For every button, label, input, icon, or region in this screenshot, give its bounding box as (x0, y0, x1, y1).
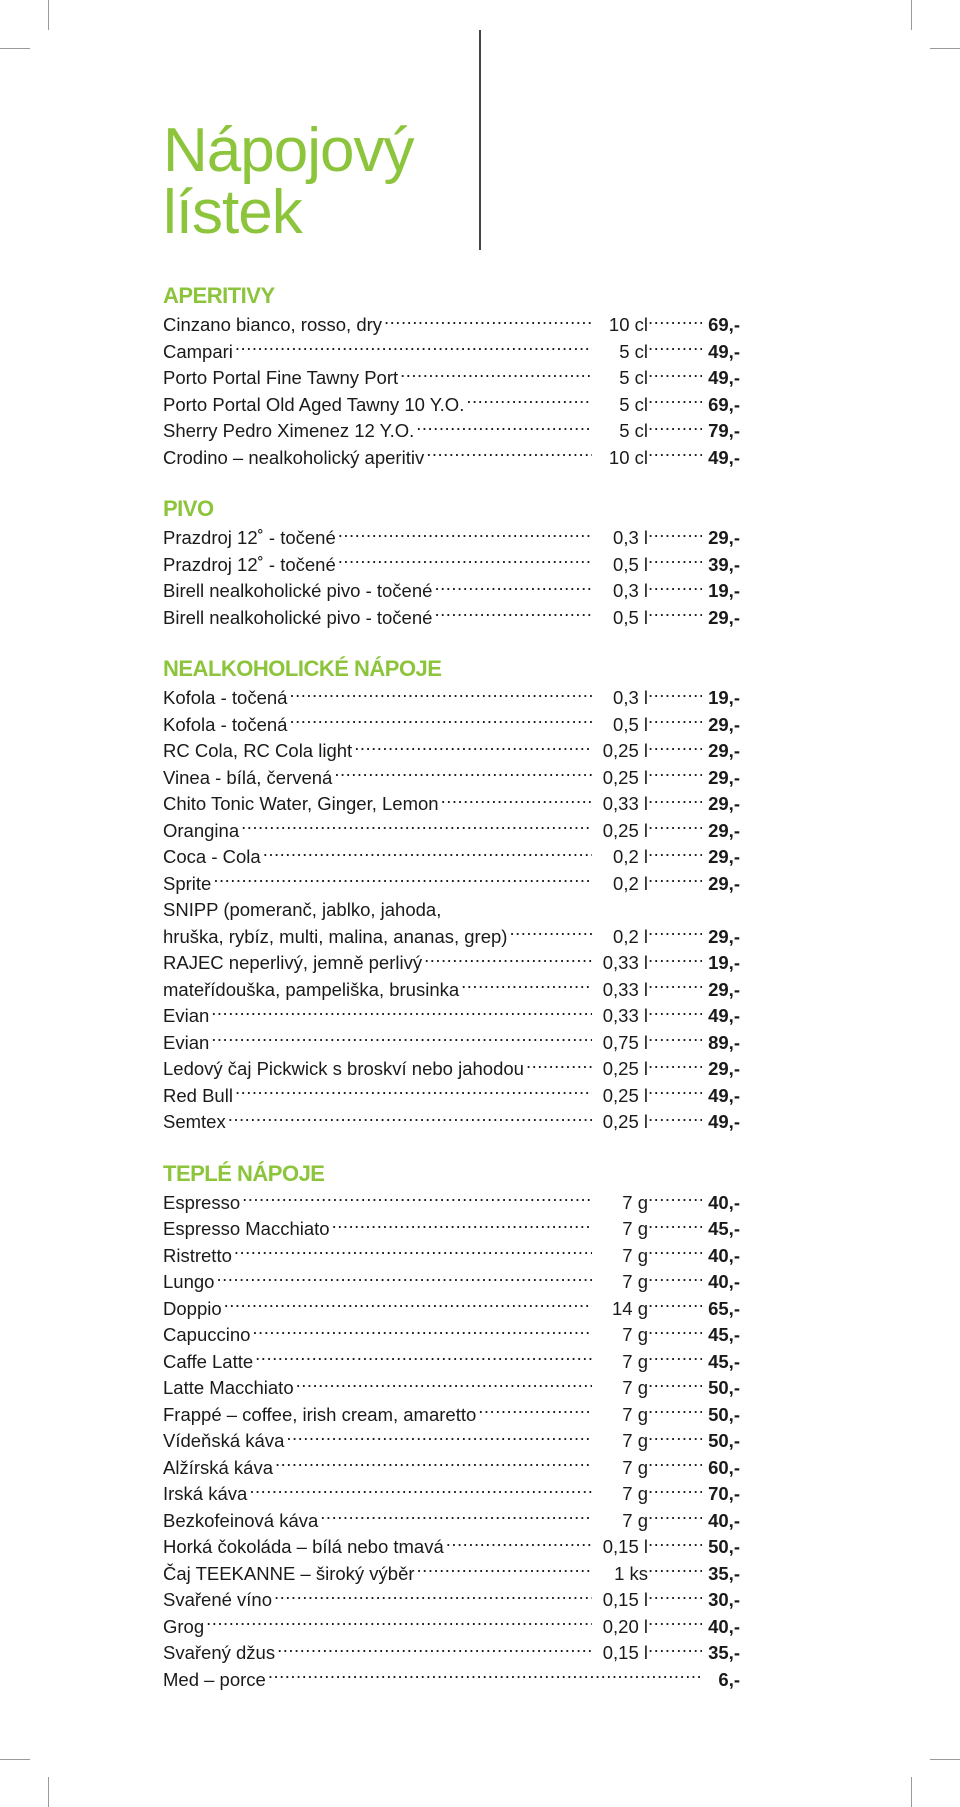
item-name: Semtex (163, 1111, 226, 1132)
item-quantity: 0,2 l (613, 846, 648, 867)
menu-item (163, 738, 740, 765)
menu-item (163, 1216, 740, 1243)
item-price: 35,- (708, 1562, 740, 1584)
item-name: Birell nealkoholické pivo - točené (163, 580, 433, 601)
menu-item (163, 392, 740, 419)
item-price: 29,- (708, 527, 740, 548)
item-quantity: 7 g (622, 1350, 648, 1372)
menu-item (163, 844, 740, 871)
dot-leader (648, 819, 702, 837)
item-price: 19,- (708, 952, 740, 973)
item-price: 40,- (708, 1615, 740, 1637)
item-name: SNIPP (pomeranč, jablko, jahoda, (163, 899, 442, 920)
item-price: 45,- (708, 1218, 740, 1239)
item-quantity: 0,75 l (602, 1031, 648, 1053)
menu-item (163, 950, 740, 977)
item-name: Irská káva (163, 1483, 248, 1504)
item-name: hruška, rybíz, multi, malina, ananas, grep) (163, 925, 508, 947)
item-name: Grog (163, 1615, 205, 1637)
item-name: Campari (163, 340, 233, 362)
item-price: 50,- (708, 1377, 740, 1398)
item-quantity: 0,33 l (602, 978, 648, 1000)
item-name: Evian (163, 1031, 210, 1053)
dot-leader (216, 1270, 592, 1288)
item-name: Red Bull (163, 1084, 233, 1106)
item-quantity: 0,15 l (602, 1589, 648, 1610)
dot-leader (648, 925, 702, 943)
dot-leader (338, 553, 592, 571)
dot-leader (648, 1084, 702, 1102)
dot-leader (289, 713, 592, 731)
dot-leader (268, 1668, 700, 1686)
dot-leader (242, 1191, 592, 1209)
dot-leader (213, 872, 592, 890)
dot-leader (434, 606, 592, 624)
item-quantity: 0,5 l (613, 553, 648, 575)
menu-item (163, 418, 740, 445)
dot-leader (320, 1509, 592, 1527)
dot-leader (648, 1403, 702, 1421)
item-quantity: 5 cl (619, 420, 648, 441)
item-price: 35,- (708, 1642, 740, 1663)
item-price: 29,- (708, 713, 740, 735)
crop-mark (930, 48, 960, 49)
dot-leader (228, 1110, 592, 1128)
item-quantity: 5 cl (619, 367, 648, 388)
item-name: Ledový čaj Pickwick s broskví nebo jahodou (163, 1058, 524, 1079)
item-quantity: 5 cl (619, 393, 648, 415)
menu-item (163, 897, 740, 924)
dot-leader (648, 713, 702, 731)
menu-item (163, 1614, 740, 1641)
item-quantity: 0,33 l (602, 952, 648, 973)
item-price: 69,- (708, 393, 740, 415)
dot-leader (648, 1031, 702, 1049)
item-name: Kofola - točená (163, 713, 288, 735)
menu-item (163, 1109, 740, 1136)
dot-leader (648, 1110, 702, 1128)
menu-item (163, 924, 740, 951)
dot-leader (648, 1535, 702, 1553)
item-name: Porto Portal Old Aged Tawny 10 Y.O. (163, 393, 465, 415)
item-quantity: 0,5 l (613, 713, 648, 735)
dot-leader (211, 1004, 592, 1022)
menu-item (163, 1508, 740, 1535)
dot-leader (648, 1297, 702, 1315)
dot-leader (648, 792, 702, 810)
menu-item (163, 712, 740, 739)
menu-item (163, 1534, 740, 1561)
item-name: Sherry Pedro Ximenez 12 Y.O. (163, 420, 415, 441)
dot-leader (648, 1456, 702, 1474)
title-divider (479, 30, 481, 250)
dot-leader (648, 1588, 702, 1606)
item-quantity: 7 g (622, 1191, 648, 1213)
item-quantity: 0,3 l (613, 527, 648, 548)
item-name: Porto Portal Fine Tawny Port (163, 367, 399, 388)
dot-leader (416, 419, 592, 437)
dot-leader (648, 1244, 702, 1262)
item-price: 40,- (708, 1244, 740, 1266)
item-name: Bezkofeinová káva (163, 1509, 319, 1531)
item-price: 45,- (708, 1350, 740, 1372)
dot-leader (648, 1057, 702, 1075)
item-quantity: 7 g (622, 1244, 648, 1266)
dot-leader (648, 1482, 702, 1500)
item-price: 29,- (708, 793, 740, 814)
dot-leader (648, 978, 702, 996)
item-quantity: 0,25 l (602, 1058, 648, 1079)
item-name: RAJEC neperlivý, jemně perlivý (163, 952, 423, 973)
section-heading: APERITIVY (163, 283, 275, 308)
menu-item (163, 1243, 740, 1270)
dot-leader (648, 1191, 702, 1209)
item-quantity: 7 g (622, 1218, 648, 1239)
item-name: Vídeňská káva (163, 1430, 285, 1451)
item-name: Sprite (163, 872, 212, 894)
crop-mark (0, 1759, 30, 1760)
dot-leader (648, 1615, 702, 1633)
dot-leader (424, 951, 592, 969)
crop-mark (0, 48, 30, 49)
dot-leader (648, 1641, 702, 1659)
crop-mark (911, 1777, 912, 1807)
item-price: 49,- (708, 1111, 740, 1132)
item-quantity: 7 g (622, 1483, 648, 1504)
dot-leader (286, 1429, 592, 1447)
item-price: 29,- (708, 925, 740, 947)
dot-leader (274, 1588, 592, 1606)
dot-leader (252, 1323, 592, 1341)
dot-leader (648, 419, 702, 437)
menu-item (163, 1455, 740, 1482)
item-name: Frappé – coffee, irish cream, amaretto (163, 1403, 477, 1425)
item-price: 19,- (708, 687, 740, 708)
item-quantity: 0,2 l (613, 925, 648, 947)
item-quantity: 0,25 l (602, 1111, 648, 1132)
menu-item (163, 1481, 740, 1508)
item-name: RC Cola, RC Cola light (163, 740, 353, 761)
item-quantity: 0,25 l (602, 766, 648, 788)
menu-item (163, 1349, 740, 1376)
item-price: 45,- (708, 1324, 740, 1345)
dot-leader (648, 1217, 702, 1235)
dot-leader (235, 340, 592, 358)
item-price: 29,- (708, 1058, 740, 1079)
dot-leader (434, 579, 592, 597)
item-name: Med – porce (163, 1668, 266, 1690)
item-name: Cinzano bianco, rosso, dry (163, 314, 383, 335)
item-quantity: 0,15 l (602, 1642, 648, 1663)
menu-item (163, 1056, 740, 1083)
item-name: Svařené víno (163, 1589, 273, 1610)
item-quantity: 0,25 l (602, 819, 648, 841)
item-price: 29,- (708, 766, 740, 788)
item-name: Vinea - bílá, červená (163, 766, 333, 788)
menu-item (163, 1190, 740, 1217)
item-name: Crodino – nealkoholický aperitiv (163, 446, 425, 468)
item-quantity: 7 g (622, 1403, 648, 1425)
dot-leader (249, 1482, 592, 1500)
page-title (163, 116, 414, 247)
dot-leader (417, 1562, 592, 1580)
dot-leader (648, 1429, 702, 1447)
dot-leader (478, 1403, 592, 1421)
item-price: 29,- (708, 606, 740, 628)
item-price: 29,- (708, 872, 740, 894)
crop-mark (48, 1777, 49, 1807)
dot-leader (648, 766, 702, 784)
menu-item (163, 605, 740, 632)
item-name: Latte Macchiato (163, 1377, 294, 1398)
item-name: Ristretto (163, 1244, 232, 1266)
menu-item (163, 791, 740, 818)
menu-section (163, 1158, 740, 1694)
item-price: 50,- (708, 1430, 740, 1451)
dot-leader (648, 1350, 702, 1368)
dot-leader (446, 1535, 592, 1553)
item-name: Lungo (163, 1271, 215, 1292)
item-name: mateřídouška, pampeliška, brusinka (163, 978, 460, 1000)
dot-leader (275, 1456, 592, 1474)
item-quantity: 0,15 l (602, 1536, 648, 1557)
menu-item (163, 365, 740, 392)
dot-leader (441, 792, 592, 810)
dot-leader (648, 1509, 702, 1527)
menu-item (163, 552, 740, 579)
dot-leader (648, 579, 702, 597)
item-quantity: 14 g (611, 1297, 648, 1319)
item-price: 60,- (708, 1456, 740, 1478)
dot-leader (354, 739, 592, 757)
item-name: Orangina (163, 819, 240, 841)
menu-item (163, 339, 740, 366)
item-price: 29,- (708, 819, 740, 841)
dot-leader (648, 686, 702, 704)
menu-item (163, 312, 740, 339)
item-quantity: 0,20 l (602, 1615, 648, 1637)
dot-leader (338, 526, 592, 544)
item-quantity: 7 g (622, 1430, 648, 1451)
section-heading: TEPLÉ NÁPOJE (163, 1160, 325, 1186)
dot-leader (648, 313, 702, 331)
item-name: Caffe Latte (163, 1350, 254, 1372)
item-price: 49,- (708, 367, 740, 388)
item-quantity: 7 g (622, 1456, 648, 1478)
item-price: 29,- (708, 846, 740, 867)
menu-item (163, 1269, 740, 1296)
item-name: Svařený džus (163, 1642, 276, 1663)
dot-leader (648, 1323, 702, 1341)
item-price: 50,- (708, 1403, 740, 1425)
item-quantity: 0,3 l (613, 580, 648, 601)
menu-item (163, 1083, 740, 1110)
item-price: 40,- (708, 1191, 740, 1213)
dot-leader (648, 845, 702, 863)
dot-leader (296, 1376, 592, 1394)
item-name: Espresso (163, 1191, 241, 1213)
item-quantity: 7 g (622, 1324, 648, 1345)
item-quantity: 0,3 l (613, 687, 648, 708)
item-quantity: 1 ks (614, 1562, 648, 1584)
item-quantity: 0,33 l (602, 1005, 648, 1026)
item-price: 40,- (708, 1271, 740, 1292)
item-quantity: 0,33 l (602, 793, 648, 814)
item-price: 30,- (708, 1589, 740, 1610)
menu-item (163, 1375, 740, 1402)
item-price: 6,- (718, 1668, 740, 1690)
dot-leader (211, 1031, 592, 1049)
dot-leader (648, 1004, 702, 1022)
menu-item (163, 1030, 740, 1057)
dot-leader (648, 553, 702, 571)
dot-leader (384, 313, 592, 331)
item-name: Coca - Cola (163, 846, 261, 867)
item-name: Prazdroj 12˚ - točené (163, 527, 336, 548)
dot-leader (400, 366, 592, 384)
dot-leader (289, 686, 592, 704)
dot-leader (277, 1641, 592, 1659)
menu-section (163, 493, 740, 631)
menu-item (163, 977, 740, 1004)
section-heading: PIVO (163, 496, 214, 521)
dot-leader (461, 978, 592, 996)
item-quantity: 0,5 l (613, 606, 648, 628)
item-quantity: 0,25 l (602, 740, 648, 761)
menu-item (163, 1428, 740, 1455)
dot-leader (332, 1217, 592, 1235)
item-quantity: 0,25 l (602, 1084, 648, 1106)
menu-item (163, 685, 740, 712)
dot-leader (206, 1615, 592, 1633)
drink-menu (163, 280, 740, 1715)
item-name: Evian (163, 1005, 210, 1026)
menu-item (163, 578, 740, 605)
menu-item (163, 445, 740, 472)
item-name: Kofola - točená (163, 687, 288, 708)
item-quantity: 0,2 l (613, 872, 648, 894)
dot-leader (648, 1562, 702, 1580)
menu-section (163, 653, 740, 1136)
dot-leader (235, 1084, 592, 1102)
item-price: 70,- (708, 1483, 740, 1504)
dot-leader (648, 340, 702, 358)
item-price: 65,- (708, 1297, 740, 1319)
menu-item (163, 1561, 740, 1588)
item-quantity: 5 cl (619, 340, 648, 362)
item-name: Alžírská káva (163, 1456, 274, 1478)
item-quantity: 10 cl (608, 446, 648, 468)
item-price: 69,- (708, 314, 740, 335)
item-price: 39,- (708, 553, 740, 575)
dot-leader (648, 366, 702, 384)
dot-leader (426, 446, 592, 464)
dot-leader (648, 1376, 702, 1394)
menu-item (163, 1667, 740, 1694)
menu-item (163, 1296, 740, 1323)
menu-item (163, 871, 740, 898)
menu-item (163, 1322, 740, 1349)
dot-leader (224, 1297, 592, 1315)
item-quantity: 10 cl (608, 314, 648, 335)
dot-leader (263, 845, 592, 863)
item-price: 49,- (708, 1005, 740, 1026)
item-price: 40,- (708, 1509, 740, 1531)
menu-item (163, 818, 740, 845)
title-line-1: Nápojový (163, 116, 414, 185)
dot-leader (648, 872, 702, 890)
item-quantity: 7 g (622, 1271, 648, 1292)
item-price: 89,- (708, 1031, 740, 1053)
item-price: 49,- (708, 446, 740, 468)
item-name: Birell nealkoholické pivo - točené (163, 606, 433, 628)
dot-leader (234, 1244, 592, 1262)
dot-leader (648, 606, 702, 624)
item-price: 49,- (708, 340, 740, 362)
item-name: Prazdroj 12˚ - točené (163, 553, 336, 575)
dot-leader (466, 393, 592, 411)
item-name: Horká čokoláda – bílá nebo tmavá (163, 1536, 444, 1557)
dot-leader (241, 819, 592, 837)
dot-leader (255, 1350, 592, 1368)
dot-leader (334, 766, 592, 784)
menu-item (163, 1587, 740, 1614)
menu-item (163, 765, 740, 792)
dot-leader (648, 951, 702, 969)
item-price: 29,- (708, 978, 740, 1000)
dot-leader (648, 393, 702, 411)
item-name: Chito Tonic Water, Ginger, Lemon (163, 793, 439, 814)
dot-leader (526, 1057, 592, 1075)
section-heading: NEALKOHOLICKÉ NÁPOJE (163, 656, 442, 681)
item-name: Capuccino (163, 1324, 251, 1345)
dot-leader (648, 1270, 702, 1288)
menu-section (163, 280, 740, 471)
item-price: 29,- (708, 740, 740, 761)
menu-item (163, 525, 740, 552)
dot-leader (509, 925, 592, 943)
dot-leader (648, 526, 702, 544)
item-price: 50,- (708, 1536, 740, 1557)
item-quantity: 7 g (622, 1377, 648, 1398)
menu-item (163, 1640, 740, 1667)
item-price: 49,- (708, 1084, 740, 1106)
item-name: Čaj TEEKANNE – široký výběr (163, 1562, 415, 1584)
menu-item (163, 1003, 740, 1030)
item-name: Doppio (163, 1297, 222, 1319)
item-price: 79,- (708, 420, 740, 441)
dot-leader (648, 739, 702, 757)
item-name: Espresso Macchiato (163, 1218, 330, 1239)
menu-item (163, 1402, 740, 1429)
item-quantity: 7 g (622, 1509, 648, 1531)
dot-leader (648, 446, 702, 464)
crop-mark (911, 0, 912, 30)
item-price: 19,- (708, 580, 740, 601)
crop-mark (930, 1759, 960, 1760)
crop-mark (48, 0, 49, 30)
title-line-2: lístek (163, 178, 302, 247)
